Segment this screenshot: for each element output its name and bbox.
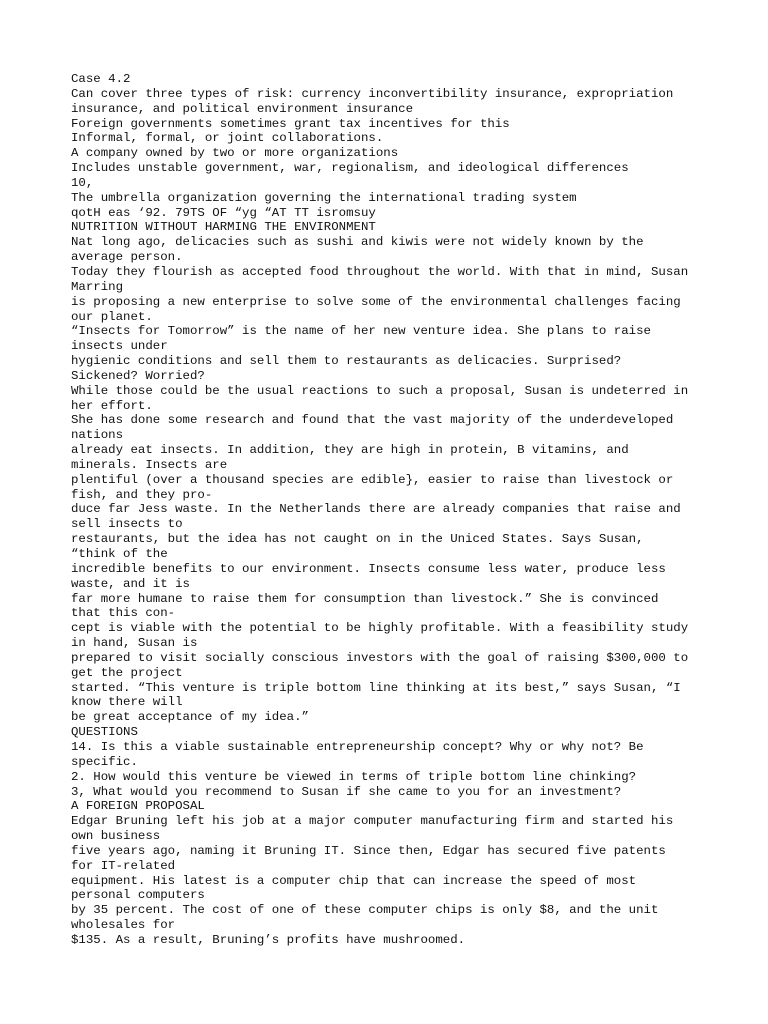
text-line: five years ago, naming it Bruning IT. Since then, Edgar has secured five patents (71, 843, 666, 858)
text-line: “think of the (71, 547, 168, 561)
section-heading: NUTRITION WITHOUT HARMING THE ENVIRONMENT (71, 220, 376, 235)
text-line: duce far Jess waste. In the Netherlands there are already companies that raise and (71, 502, 681, 517)
text-line: personal computers (71, 888, 205, 903)
text-line: that this con- (71, 606, 176, 621)
section-heading: A FOREIGN PROPOSAL (71, 799, 205, 814)
text-line: Marring (71, 279, 124, 294)
text-line: Foreign governments sometimes grant tax incentives for this (71, 116, 510, 131)
text-line: far more humane to raise them for consumption than livestock.” She is convinced (71, 591, 659, 606)
text-line: restaurants, but the idea has not caught on in the Uniced States. Says Susan, (71, 532, 644, 547)
text-line: own business (71, 829, 161, 844)
text-line: get the project (71, 665, 183, 680)
text-line: insurance, and political environment insurance (71, 101, 414, 116)
question-line: specific. (71, 754, 138, 769)
text-line: by 35 percent. The cost of one of these computer chips is only $8, and the unit (71, 903, 659, 918)
text-line: is proposing a new enterprise to solve some of the environmental challenges facing (71, 294, 681, 309)
question-line: 14. Is this a viable sustainable entrepreneurship concept? Why or why not? Be (71, 739, 644, 754)
text-line: nations (71, 428, 124, 443)
text-line: equipment. His latest is a computer chip that can increase the speed of most (71, 873, 637, 888)
text-line: waste, and it is (71, 576, 190, 591)
text-line: A company owned by two or more organizations (71, 146, 399, 161)
text-line: Case 4.2 (71, 72, 131, 86)
text-line: insects under (71, 339, 168, 354)
text-line: hygienic conditions and sell them to restaurants as delicacies. Surprised? (71, 354, 622, 369)
text-line: Today they flourish as accepted food throughout the world. With that in mind, Susan (71, 264, 689, 279)
text-line: Sickened? Worried? (71, 368, 205, 383)
text-line: She has done some research and found that the vast majority of the underdeveloped (71, 413, 674, 428)
text-line: sell insects to (71, 517, 183, 532)
text-line: Informal, formal, or joint collaborations. (71, 131, 384, 146)
text-line: be great acceptance of my idea.” (71, 710, 309, 725)
text-line: her effort. (71, 398, 153, 413)
text-line: wholesales for (71, 918, 176, 933)
text-line: Nat long ago, delicacies such as sushi and kiwis were not widely known by the (71, 235, 644, 250)
text-line: Can cover three types of risk: currency inconvertibility insurance, expropriation (71, 86, 674, 101)
text-line: $135. As a result, Bruning’s profits have mushroomed. (71, 932, 466, 947)
text-line: minerals. Insects are (71, 457, 228, 472)
text-line: average person. (71, 250, 183, 265)
text-line: started. “This venture is triple bottom line thinking at its best,” says Susan, “I (71, 680, 681, 695)
text-line: qotH eas ‘92. 79TS OF “yg “AT TT isromsuy (71, 205, 376, 220)
text-line: prepared to visit socially conscious investors with the goal of raising $300,000 to (71, 650, 689, 665)
section-heading: QUESTIONS (71, 725, 138, 740)
text-line: plentiful (over a thousand species are edible}, easier to raise than livestock or (71, 472, 674, 487)
text-line: cept is viable with the potential to be highly profitable. With a feasibility study (71, 621, 689, 636)
text-line: know there will (71, 695, 183, 710)
text-line: Edgar Bruning left his job at a major computer manufacturing firm and started his (71, 814, 674, 829)
text-line: The umbrella organization governing the international trading system (71, 190, 577, 205)
text-line: 10, (71, 175, 94, 190)
question-line: 2. How would this venture be viewed in terms of triple bottom line chinking? (71, 769, 637, 784)
text-line: incredible benefits to our environment. Insects consume less water, produce less (71, 561, 666, 576)
document-page (71, 72, 761, 948)
text-line: While those could be the usual reactions to such a proposal, Susan is undeterred in (71, 383, 689, 398)
text-line: our planet. (71, 309, 153, 324)
question-line: 3, What would you recommend to Susan if she came to you for an investment? (71, 784, 622, 799)
text-line: “Insects for Tomorrow” is the name of her new venture idea. She plans to raise (71, 324, 651, 339)
text-line: in hand, Susan is (71, 636, 198, 651)
text-line: fish, and they pro- (71, 487, 213, 502)
text-line: for IT-related (71, 858, 176, 873)
text-line: already eat insects. In addition, they are high in protein, B vitamins, and (71, 443, 629, 458)
text-line: Includes unstable government, war, regionalism, and ideological differences (71, 161, 629, 176)
